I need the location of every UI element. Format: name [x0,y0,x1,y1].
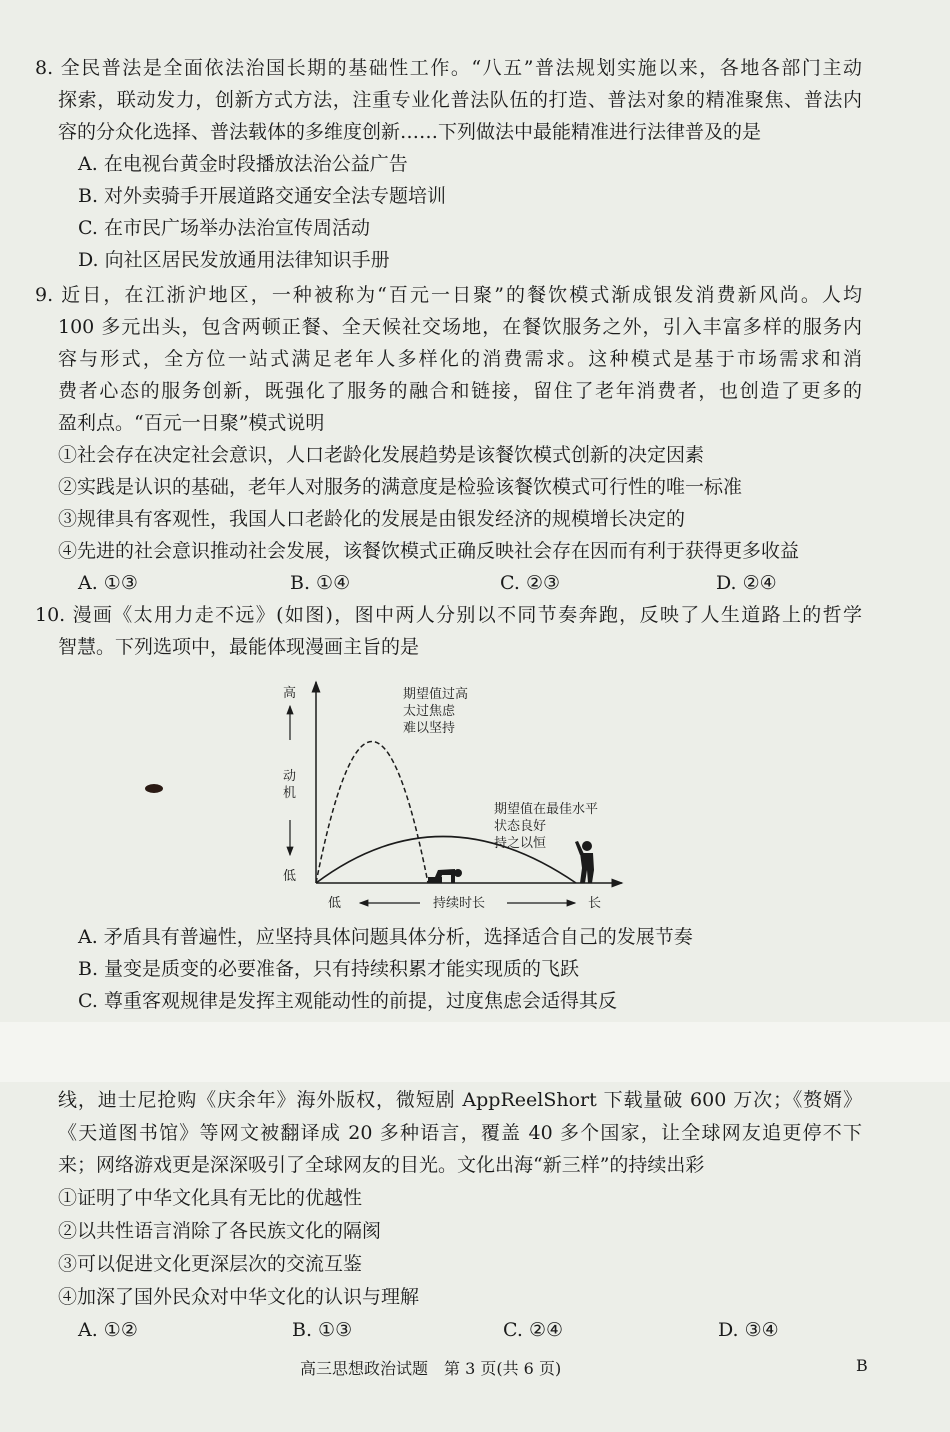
q9-stem-line: 容与形式，全方位一站式满足老年人多样化的消费需求。这种模式是基于市场需求和消 [58,348,862,370]
q10-option-c: C. 尊重客观规律是发挥主观能动性的前提，过度焦虑会适得其反 [78,990,617,1012]
q9-statement: ①社会存在决定社会意识，人口老龄化发展趋势是该餐饮模式创新的决定因素 [58,444,705,466]
q8-option-a: A. 在电视台黄金时段播放法治公益广告 [78,153,408,175]
q8-stem-line: 容的分众化选择、普法载体的多维度创新……下列做法中最能精准进行法律普及的是 [58,121,762,143]
q8-stem-line: 8. 全民普法是全面依法治国长期的基础性工作。“八五”普法规划实施以来，各地各部门主动 [35,57,862,79]
q9-option-d: D. ②④ [716,572,777,594]
q10-option-a: A. 矛盾具有普遍性，应坚持具体问题具体分析，选择适合自己的发展节奏 [78,926,693,948]
best-expectation-note: 状态良好 [494,819,547,834]
best-expectation-note: 持之以恒 [494,836,547,851]
q11-option-b: B. ①③ [292,1319,353,1341]
q9-statement: ③规律具有客观性，我国人口老龄化的发展是由银发经济的规模增长决定的 [58,508,686,530]
q8-option-c: C. 在市民广场举办法治宣传周活动 [78,217,370,239]
running-person-icon [575,841,594,883]
q9-option-c: C. ②③ [500,572,561,594]
x-low-label: 低 [328,896,342,911]
page-footer: 高三思想政治试题 第 3 页(共 6 页) [300,1359,562,1378]
y-axis-label: 机 [283,786,297,801]
high-expectation-note: 太过焦虑 [403,704,456,719]
q11-stem-line: 线，迪士尼抢购《庆余年》海外版权，微短剧 AppReelShort 下载量破 600 万次；《赘婿》 [58,1089,862,1111]
dashed-curve-high-expectation [316,742,428,884]
q11-option-a: A. ①② [78,1319,138,1341]
exhausted-person-icon [428,869,462,883]
ink-smudge [145,784,163,793]
q9-option-b: B. ①④ [290,572,351,594]
q10-stem-line: 智慧。下列选项中，最能体现漫画主旨的是 [58,636,420,658]
q11-statement: ①证明了中华文化具有无比的优越性 [58,1187,363,1209]
best-expectation-note: 期望值在最佳水平 [494,802,599,817]
x-axis-label: 持续时长 [433,896,486,911]
page-gap [0,1022,950,1082]
q9-statement: ②实践是认识的基础，老年人对服务的满意度是检验该餐饮模式可行性的唯一标准 [58,476,743,498]
y-axis-label: 动 [283,769,297,784]
q11-option-c: C. ②④ [503,1319,564,1341]
q8-option-d: D. 向社区居民发放通用法律知识手册 [78,249,390,271]
cartoon-figure [270,670,630,920]
q11-stem-line: 来；网络游戏更是深深吸引了全球网友的目光。文化出海“新三样”的持续出彩 [58,1154,705,1176]
q11-statement: ②以共性语言消除了各民族文化的隔阂 [58,1220,382,1242]
q11-stem-line: 《天道图书馆》等网文被翻译成 20 多种语言，覆盖 40 多个国家，让全球网友追更停不下 [58,1122,862,1144]
high-expectation-note: 难以坚持 [403,721,456,736]
q10-option-b: B. 量变是质变的必要准备，只有持续积累才能实现质的飞跃 [78,958,580,980]
q8-option-b: B. 对外卖骑手开展道路交通安全法专题培训 [78,185,447,207]
y-high-label: 高 [283,686,297,701]
q9-stem-line: 9. 近日，在江浙沪地区，一种被称为“百元一日聚”的餐饮模式渐成银发消费新风尚。人均 [35,284,862,306]
q9-stem-line: 盈利点。“百元一日聚”模式说明 [58,412,325,434]
q9-stem-line: 100 多元出头，包含两顿正餐、全天候社交场地，在餐饮服务之外，引入丰富多样的服务内 [58,316,862,338]
q11-statement: ③可以促进文化更深层次的交流互鉴 [58,1253,363,1275]
y-low-label: 低 [283,869,297,884]
q10-stem-line: 10. 漫画《太用力走不远》(如图)，图中两人分别以不同节奏奔跑，反映了人生道路上的哲学 [35,604,862,626]
q11-option-d: D. ③④ [718,1319,779,1341]
q9-statement: ④先进的社会意识推动社会发展，该餐饮模式正确反映社会存在因而有利于获得更多收益 [58,540,800,562]
q9-stem-line: 费者心态的服务创新，既强化了服务的融合和链接，留住了老年消费者，也创造了更多的 [58,380,862,402]
x-long-label: 长 [588,896,602,911]
q9-option-a: A. ①③ [78,572,138,594]
high-expectation-note: 期望值过高 [403,687,469,702]
q8-stem-line: 探索，联动发力，创新方式方法，注重专业化普法队伍的打造、普法对象的精准聚焦、普法内 [58,89,862,111]
version-label: B [856,1356,868,1375]
q11-statement: ④加深了国外民众对中华文化的认识与理解 [58,1286,420,1308]
